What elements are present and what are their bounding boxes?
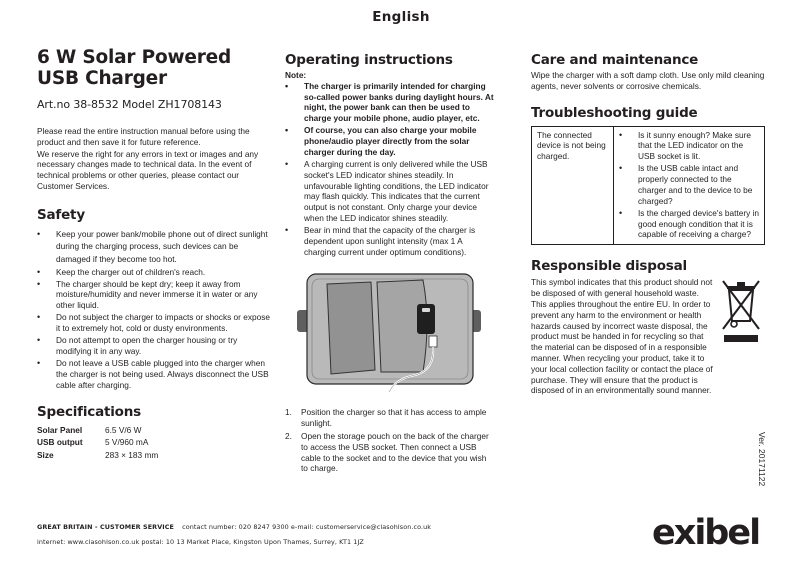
list-item: • Is it sunny enough? Make sure that the LED indicator on the USB socket is lit. [619,130,760,162]
spec-label: Solar Panel [37,424,83,435]
product-title-line1: 6 W Solar Powered [37,47,232,68]
product-title [37,47,270,89]
trouble-cause: The connected device is not being charged. [532,126,614,245]
intro-text [37,126,270,192]
brand-logo: exibel [652,513,760,553]
version-label: Ver. 20171122 [757,432,767,487]
specifications-heading: Specifications [37,403,141,420]
trouble-checks-list [619,130,760,241]
spec-value: 283 × 183 mm [105,450,159,461]
disposal-heading: Responsible disposal [531,258,687,275]
usb-plug-icon [429,336,437,347]
product-title-line2: USB Charger [37,68,167,89]
storage-pouch-flap [327,282,375,374]
list-item: • Do not attempt to open the charger housing or try modifying it in any way. [37,335,270,357]
list-item: • The charger should be kept dry; keep it away from moisture/humidity and never immerse it in water or any other liquid. [37,279,270,311]
list-item [285,407,495,429]
list-item: • Of course, you can also charge your mobile phone/audio player directly from the solar charger during the day. [285,125,495,157]
step-number: 1. [285,407,292,418]
intro-paragraph: We reserve the right for any errors in text or images and any necessary changes made to technical data. In the event of technical problems or other queries, please contact our Customer Services. [37,148,259,191]
step-number: 2. [285,431,292,442]
footer-service-label: GREAT BRITAIN - CUSTOMER SERVICE [37,523,174,531]
note-label: Note: [285,70,307,80]
column-left [37,44,270,463]
led-indicator [422,308,430,312]
troubleshooting-heading: Troubleshooting guide [531,104,698,121]
solar-charger-illustration [285,262,495,404]
operating-steps [285,407,495,474]
step-text: Open the storage pouch on the back of the charger to access the USB socket. Then connect a USB cable to the socket and to the device that you wish to charge. [301,431,489,474]
article-number: Art.no 38-8532 Model ZH1708143 [37,98,222,111]
footer-contact [37,523,431,531]
care-heading: Care and maintenance [531,52,699,68]
spec-value: 6.5 V/6 W [105,424,142,435]
list-item: • Is the USB cable intact and properly connected to the charger and to the device to be charged? [619,163,760,206]
footer-address: internet: www.clasohlson.co.uk postal: 10 13 Market Place, Kingston Upon Thames, Surrey, KT1 1JZ [37,538,364,546]
list-item: • A charging current is only delivered while the USB socket's LED indicator shines steadily. In unfavourable lighting conditions, the LED indicator may flash quickly. This indicates that the current output is not constant. Only charge your device when the LED indicator shines steadily. [285,159,495,224]
language-label: English [372,9,430,25]
table-row [37,425,158,438]
list-item: • Keep your power bank/mobile phone out of direct sunlight during the charging process, such devices can be damaged if they become too hot. [37,228,270,266]
table-row [37,450,158,463]
column-right [531,52,766,396]
column-middle [285,52,495,476]
intro-paragraph: Please read the entire instruction manual before using the product and then save it for future reference. [37,126,250,147]
trouble-checks [614,126,765,245]
table-row [37,437,158,450]
spec-label: USB output [37,437,83,448]
safety-heading: Safety [37,206,85,223]
list-item: • Keep the charger out of children's reach. [37,267,270,278]
crossed-out-wheelie-bin-icon [721,277,761,345]
operating-heading: Operating instructions [285,52,453,68]
list-item: • Bear in mind that the capacity of the charger is dependent upon sunlight intensity (max 1 A charging current under optimum conditions). [285,225,495,257]
safety-list [37,228,270,391]
footer-contact-details: contact number: 020 8247 9300 e-mail: customerservice@clasohlson.co.uk [182,523,432,531]
list-item: • Is the charged device's battery in good enough condition that it is capable of receiving a charge? [619,208,760,240]
table-row [532,126,765,245]
troubleshooting-table [531,126,765,246]
disposal-section [531,277,766,396]
list-item: • The charger is primarily intended for charging so-called power banks during daylight hours. At night, the power bank can then be used to charge your mobile phone, audio player, etc. [285,81,495,124]
spec-label: Size [37,450,54,461]
operating-notes-list [285,81,495,258]
list-item [285,431,495,474]
spec-value: 5 V/960 mA [105,437,149,448]
list-item: • Do not leave a USB cable plugged into the charger when the charger is not being used. Always disconnect the USB cable after charging. [37,358,270,390]
specifications-table [37,425,158,463]
disposal-text: This symbol indicates that this product should not be disposed of with general household waste. This applies throughout the entire EU. In order to prevent any harm to the environment or health hazards caused by incorrect waste disposal, the product must be handed in for recycling so that the material can be disposed of in a responsible manner. When recycling your product, take it to your local collection facility or contact the place of purchase. They will ensure that the product is disposed of in an environmentally sound manner. [531,277,713,396]
step-text: Position the charger so that it has access to ample sunlight. [301,407,487,429]
list-item: • Do not subject the charger to impacts or shocks or expose it to extremely hot, cold or dusty environments. [37,312,270,334]
care-text: Wipe the charger with a soft damp cloth. Use only mild cleaning agents, never solvents or corrosive chemicals. [531,70,765,91]
